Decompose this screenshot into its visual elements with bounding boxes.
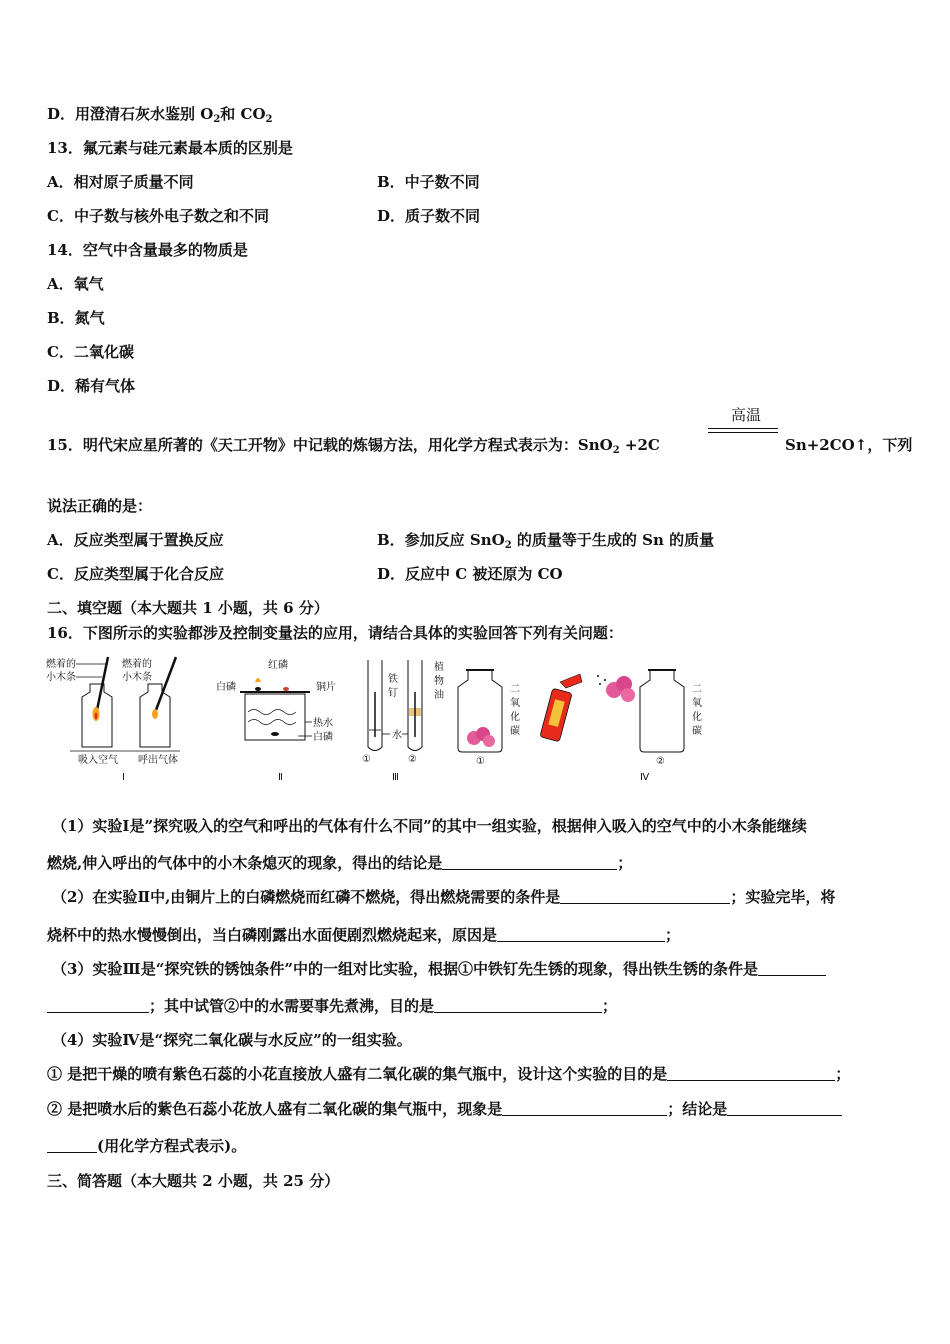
svg-text:白磷: 白磷 bbox=[313, 732, 333, 743]
q15-option-c: C．反应类型属于化合反应 bbox=[47, 565, 224, 583]
answer-blank-4-cont[interactable] bbox=[47, 997, 149, 1013]
svg-text:Ⅱ: Ⅱ bbox=[278, 772, 283, 783]
section-3-heading: 三、简答题（本大题共 2 小题，共 25 分） bbox=[47, 1172, 340, 1190]
q16-stem: 16．下图所示的实验都涉及控制变量法的应用，请结合具体的实验回答下列有关问题： bbox=[47, 624, 623, 642]
experiment-4-jar-1 bbox=[458, 670, 520, 767]
svg-text:氧: 氧 bbox=[510, 698, 520, 709]
svg-text:水: 水 bbox=[392, 730, 402, 741]
answer-blank-7[interactable] bbox=[502, 1100, 667, 1116]
q16-part4-line3: (用化学方程式表示)。 bbox=[47, 1136, 246, 1156]
q15-stem: 15．明代宋应星所著的《天工开物》中记载的炼锡方法，用化学方程式表示为：SnO$_2$ +2C bbox=[47, 436, 660, 456]
svg-text:二: 二 bbox=[510, 684, 520, 695]
answer-blank-5[interactable] bbox=[434, 997, 602, 1013]
q13-option-b: B．中子数不同 bbox=[377, 173, 480, 191]
svg-text:吸入空气: 吸入空气 bbox=[78, 755, 118, 766]
q14-stem: 14．空气中含量最多的物质是 bbox=[47, 241, 248, 259]
q14-option-d: D．稀有气体 bbox=[47, 377, 136, 395]
q15-option-b: B．参加反应 SnO$_2$ 的质量等于生成的 Sn 的质量 bbox=[377, 531, 715, 551]
answer-blank-6[interactable] bbox=[667, 1065, 835, 1081]
svg-text:钉: 钉 bbox=[388, 688, 398, 699]
q12-option-d: D．用澄清石灰水鉴别 $O_2$和 $CO_2$ bbox=[47, 105, 273, 125]
svg-text:呼出气体: 呼出气体 bbox=[138, 755, 178, 766]
q13-stem: 13．氟元素与硅元素最本质的区别是 bbox=[47, 139, 293, 157]
equation-equals-sign bbox=[708, 428, 778, 433]
svg-text:白磷: 白磷 bbox=[216, 682, 236, 693]
svg-text:Ⅳ: Ⅳ bbox=[640, 772, 650, 783]
q16-part1-line2: 燃烧,伸入呼出的气体中的小木条熄灭的现象，得出的结论是 ； bbox=[47, 854, 633, 872]
answer-blank-8-cont[interactable] bbox=[47, 1137, 97, 1153]
q15-option-a: A．反应类型属于置换反应 bbox=[47, 531, 224, 549]
svg-text:氧: 氧 bbox=[692, 698, 702, 709]
experiment-figure bbox=[40, 652, 740, 787]
q14-option-c: C．二氧化碳 bbox=[47, 343, 134, 361]
q16-part3-line1: （3）实验Ⅲ是“探究铁的锈蚀条件”中的一组对比实验，根据①中铁钉先生锈的现象，得出铁生锈的条件是 bbox=[52, 959, 826, 979]
svg-text:油: 油 bbox=[434, 690, 444, 701]
experiment-1-diagram bbox=[46, 657, 180, 783]
q13-option-c: C．中子数与核外电子数之和不同 bbox=[47, 207, 269, 225]
svg-text:燃着的: 燃着的 bbox=[46, 659, 76, 670]
experiment-2-diagram bbox=[216, 658, 336, 783]
svg-text:物: 物 bbox=[434, 676, 444, 687]
svg-text:铁: 铁 bbox=[388, 674, 398, 685]
q16-part3-line2: ；其中试管②中的水需要事先煮沸，目的是 ； bbox=[47, 996, 617, 1016]
q16-part1-line1: （1）实验Ⅰ是”探究吸入的空气和呼出的气体有什么不同”的其中一组实验，根据伸入吸入的空气中的小木条能继续 bbox=[52, 817, 807, 835]
q16-part4-line1: ① 是把干燥的喷有紫色石蕊的小花直接放人盛有二氧化碳的集气瓶中，设计这个实验的目的是 ； bbox=[47, 1065, 851, 1083]
q15-stem-cont: 说法正确的是： bbox=[47, 497, 153, 515]
q15-stem-product: Sn+2CO↑，下列 bbox=[785, 436, 913, 454]
section-2-heading: 二、填空题（本大题共 1 小题，共 6 分） bbox=[47, 599, 329, 617]
answer-blank-8[interactable] bbox=[727, 1100, 842, 1116]
q16-part4-line2: ② 是把喷水后的紫色石蕊小花放人盛有二氧化碳的集气瓶中，现象是 ；结论是 bbox=[47, 1099, 842, 1119]
svg-text:②: ② bbox=[408, 754, 417, 765]
answer-blank-3[interactable] bbox=[497, 926, 665, 942]
svg-text:小木条: 小木条 bbox=[122, 672, 152, 683]
reaction-condition: 高温 bbox=[730, 406, 761, 424]
svg-text:①: ① bbox=[362, 754, 371, 765]
svg-text:二: 二 bbox=[692, 684, 702, 695]
svg-text:Ⅰ: Ⅰ bbox=[122, 772, 125, 783]
q16-part2-line2: 烧杯中的热水慢慢倒出，当白磷刚露出水面便剧烈燃烧起来，原因是 ； bbox=[47, 926, 681, 944]
svg-text:碳: 碳 bbox=[510, 726, 520, 737]
svg-text:②: ② bbox=[656, 756, 665, 767]
answer-blank-2[interactable] bbox=[560, 888, 730, 904]
q14-option-b: B．氮气 bbox=[47, 309, 105, 327]
svg-text:小木条: 小木条 bbox=[46, 672, 76, 683]
svg-text:红磷: 红磷 bbox=[268, 660, 288, 671]
q16-part4-intro: （4）实验Ⅳ是“探究二氧化碳与水反应”的一组实验。 bbox=[52, 1031, 412, 1049]
q13-option-a: A．相对原子质量不同 bbox=[47, 173, 194, 191]
svg-text:铜片: 铜片 bbox=[316, 682, 336, 693]
svg-text:热水: 热水 bbox=[313, 718, 333, 729]
svg-text:化: 化 bbox=[510, 712, 520, 723]
q14-option-a: A．氧气 bbox=[47, 275, 104, 293]
spray-bottle-and-flower bbox=[540, 674, 635, 742]
svg-text:化: 化 bbox=[692, 712, 702, 723]
svg-text:植: 植 bbox=[434, 662, 444, 673]
q16-part2-line1: （2）在实验Ⅱ中,由铜片上的白磷燃烧而红磷不燃烧，得出燃烧需要的条件是 ；实验完毕，将 bbox=[52, 888, 836, 906]
experiment-4-jar-2 bbox=[640, 670, 702, 783]
svg-text:①: ① bbox=[476, 756, 485, 767]
svg-text:碳: 碳 bbox=[692, 726, 702, 737]
svg-text:燃着的: 燃着的 bbox=[122, 659, 152, 670]
answer-blank-4[interactable] bbox=[758, 960, 826, 976]
answer-blank-1[interactable] bbox=[442, 854, 617, 870]
experiment-3-diagram bbox=[362, 660, 444, 783]
q13-option-d: D．质子数不同 bbox=[377, 207, 481, 225]
q15-option-d: D．反应中 C 被还原为 CO bbox=[377, 565, 563, 583]
svg-text:Ⅲ: Ⅲ bbox=[392, 772, 399, 783]
